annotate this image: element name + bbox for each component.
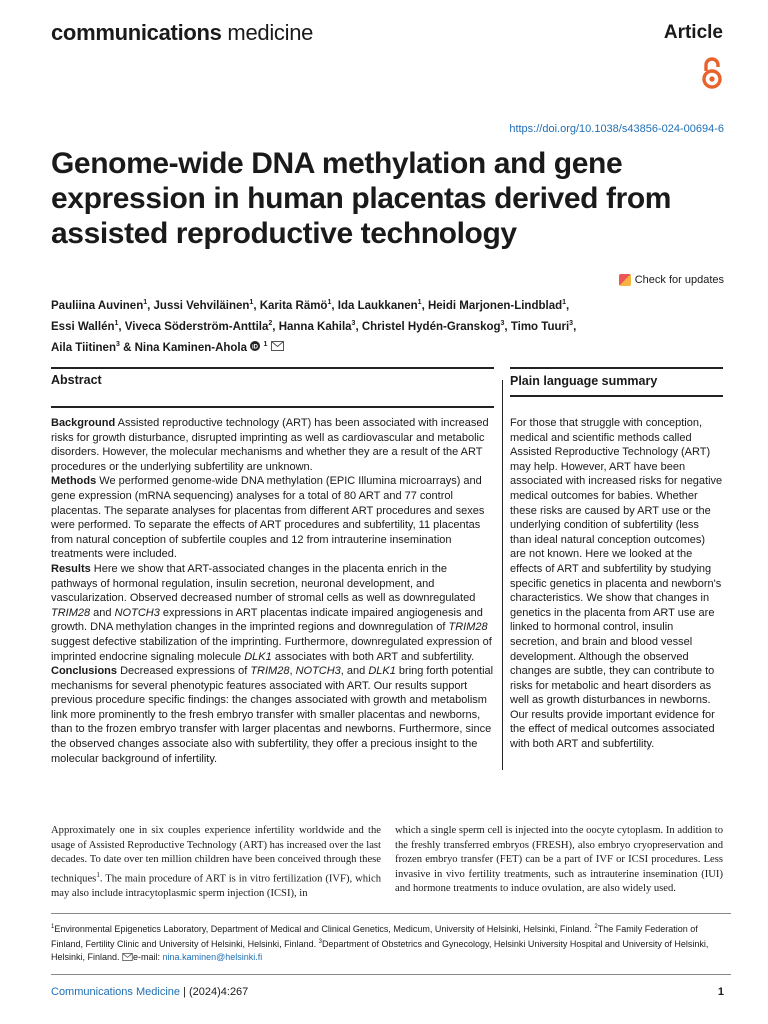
footer-citation: Communications Medicine | (2024)4:267 bbox=[51, 986, 249, 998]
abstract-top-rule bbox=[51, 367, 494, 369]
affiliations-footnote: $^1$Environmental Epigenetics Laboratory, Department of Medical and Clinical Genetics, Medicum, University of Helsinki, Helsinki, Finland. $^2$The Family Federation of Finland, Fertility Clinic and University of Helsinki, Helsinki, Finland. $^3$Department of Obstetrics and Gynecology, Helsinki University Hospital and University of Helsinki, Helsinki, Finland. e-mail: nina.kaminen@helsinki.fi bbox=[51, 924, 709, 962]
column-divider bbox=[502, 380, 503, 770]
author-name: & Nina Kaminen-Ahola bbox=[119, 341, 248, 354]
author-name: Timo Tuuri bbox=[510, 320, 570, 333]
author-list bbox=[51, 294, 731, 356]
author-name: Jussi Vehviläinen bbox=[153, 299, 250, 312]
plain-summary-heading: Plain language summary bbox=[510, 374, 658, 388]
author-line-3: Aila Tiitinen$^3$ & Nina Kaminen-Ahola iD $^1$ bbox=[51, 336, 731, 357]
crossmark-icon bbox=[619, 274, 631, 286]
journal-name: communications medicine bbox=[51, 20, 314, 45]
author-name: Karita Rämö bbox=[259, 299, 328, 312]
author-line-2: Essi Wallén$^1$, Viveca Söderström-Anttila$^2$, Hanna Kahila$^3$, Christel Hydén-Granskog$^3$, Timo Tuuri$^3$, bbox=[51, 319, 577, 333]
footnote-rule bbox=[51, 913, 731, 914]
footer-rule bbox=[51, 974, 731, 975]
author-name: Pauliina Auvinen bbox=[51, 299, 144, 312]
abstract-results: Results Here we show that ART-associated changes in the placenta enrich in the pathways of hormonal regulation, insulin secretion, neuronal development, and vascularization. Observed decreased number of stromal cells as well as downregulated TRIM28 and NOTCH3 expressions in ART placentas indicate impaired angiogenesis and growth. DNA methylation changes in the imprinted regions and downregulation of TRIM28 suggest defective stabilization of the imprinting. Furthermore, downregulated expression of imprinted endocrine signaling molecule DLK1 associates with both ART and subfertility. bbox=[51, 562, 492, 663]
author-name: Hanna Kahila bbox=[278, 320, 352, 333]
abstract-methods: Methods We performed genome-wide DNA methylation (EPIC Illumina microarrays) and gene expression (mRNA sequencing) analyses for a total of 80 ART and 77 control placentas. The separate analyses for placentas from different ART procedures and sexes were performed. To separate the effects of ART procedures and subfertility, 11 placentas from natural conception of subfertile couples and 12 from intrauterine insemination treatments were included. bbox=[51, 475, 485, 561]
plain-summary-top-rule bbox=[510, 367, 723, 369]
footer-journal-link[interactable]: Communications Medicine bbox=[51, 986, 180, 998]
author-name: Christel Hydén-Granskog bbox=[361, 320, 501, 333]
envelope-icon[interactable] bbox=[271, 341, 284, 351]
author-name: Aila Tiitinen bbox=[51, 341, 116, 354]
article-type: Article bbox=[663, 22, 723, 43]
abstract-body-rule bbox=[51, 406, 494, 408]
author-name: Heidi Marjonen-Lindblad bbox=[427, 299, 563, 312]
abstract-conclusions: Conclusions Decreased expressions of TRIM28, NOTCH3, and DLK1 bring forth potential mechanisms for several phenotypic features associated with ART. Our results support previous procedure specific findings: the changes associated with growth and metabolism link more prominently to the fresh embryo transfer with smaller placentas and newborns, than to the frozen embryo transfer with larger placentas and newborns. Furthermore, since the observed changes associate also with subfertility, they offer a precious insight to the molecular background of infertility. bbox=[51, 665, 494, 765]
paper-title: Genome-wide DNA methylation and gene expression in human placentas derived from assisted reproductive technology bbox=[51, 147, 672, 250]
author-line-1: Pauliina Auvinen$^1$, Jussi Vehviläinen$^1$, Karita Rämö$^1$, Ida Laukkanen$^1$, Heidi Marjonen-Lindblad$^1$, bbox=[51, 299, 570, 312]
author-name: Viveca Söderström-Anttila bbox=[124, 320, 269, 333]
author-name: Ida Laukkanen bbox=[337, 299, 418, 312]
check-updates-label: Check for updates bbox=[634, 274, 724, 286]
abstract-body bbox=[51, 416, 494, 766]
page-number: 1 bbox=[717, 986, 724, 998]
abstract-heading: Abstract bbox=[51, 373, 102, 387]
plain-summary-body-rule bbox=[510, 395, 723, 397]
plain-summary-body: For those that struggle with conception, medical and scientific methods called Assisted Reproductive Technology (ART) may help. However, ART have been associated with increased risks for negative medical outcomes for babies. Whether these risks are caused by ART use or the underlying condition of subfertility (less than ideal natural conception outcomes) are not known. Here we looked at the effects of ART and subfertility by studying specific genetics in placenta and newborn's characteristics. We show that changes in genetics in the placenta from ART use are linked to hormonal control, insulin secretion, and brain and blood vessel development. Although the observed changes are subtle, they can contribute to risks for metabolic and heart disorders as well as growth disturbances in newborns. Our results provide important evidence for the effect of medical outcomes associated with both ART and subfertility. bbox=[510, 417, 723, 751]
orcid-icon[interactable] bbox=[250, 341, 260, 351]
envelope-icon bbox=[122, 953, 133, 961]
author-name: Essi Wallén bbox=[51, 320, 115, 333]
body-column-1: Approximately one in six couples experience infertility worldwide and the usage of Assisted Reproductive Technology (ART) has increased over the last decades. To date over ten million children have been conceived through these techniques$^1$. The main procedure of ART is in vitro fertilization (IVF), which may also include intracytoplasmic sperm injection (ICSI), in bbox=[51, 825, 381, 899]
body-column-2: which a single sperm cell is injected into the oocyte cytoplasm. In addition to the freshly transferred embryos (FRESH), also embryo cryopreservation and frozen embryo transfer (FET) can be a part of IVF or ICSI procedures. Less invasive in vivo fertility treatments, such as intrauterine insemination (IUI) and hormone treatments to induce ovulation, are also widely used. bbox=[395, 825, 723, 895]
email-link[interactable]: nina.kaminen@helsinki.fi bbox=[162, 952, 263, 962]
abstract-background: Background Assisted reproductive technology (ART) has been associated with increased risks for growth disturbance, disrupted imprinting as well as cardiovascular and metabolic disorders. However, the molecular mechanisms and whether they are a result of the ART procedures or the underlying subfertility are unknown. bbox=[51, 417, 489, 473]
svg-text:iD: iD bbox=[252, 344, 259, 351]
check-updates-link[interactable] bbox=[619, 274, 724, 286]
open-access-icon bbox=[698, 56, 726, 90]
doi-link[interactable]: https://doi.org/10.1038/s43856-024-00694-6 bbox=[509, 123, 724, 135]
